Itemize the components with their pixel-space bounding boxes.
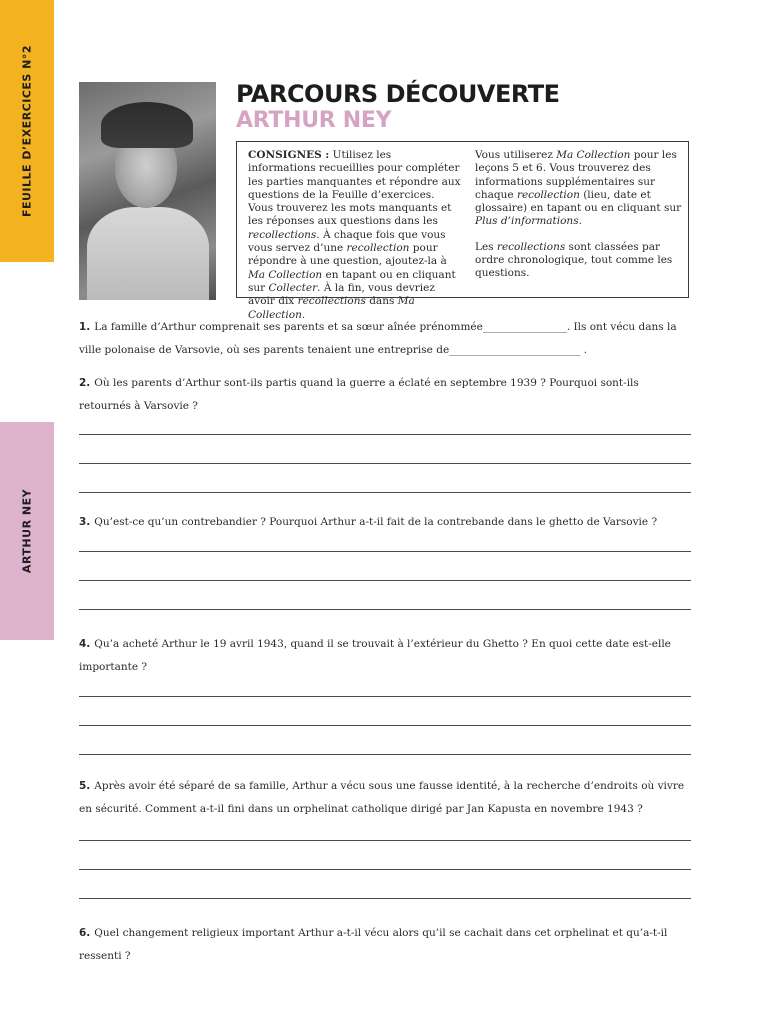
instructions-paragraph-1 [475, 149, 689, 229]
instructions-em: Ma Collection [556, 149, 631, 161]
page-subtitle: ARTHUR NEY [236, 108, 392, 133]
worksheet-tab-label: FEUILLE D’EXERCICES N°2 [20, 44, 34, 218]
instructions-em: recollections [496, 240, 566, 253]
question-text: Quel changement religieux important Arthur a-t-il vécu alors qu’il se cachait dans cet orphelinat et qu’a-t-il ressenti ? [79, 927, 668, 962]
instructions-em: Collecter [268, 281, 318, 294]
answer-line-q4-3[interactable] [79, 754, 691, 755]
photo-hat [101, 102, 193, 148]
instructions-text: en tapant ou en cliquant sur [248, 268, 456, 294]
instructions-box [236, 141, 689, 321]
instructions-text: Utilisez les informations recueillies pour compléter les parties manquantes et répondre aux questions de la Feuille d’exercices. Vous trouverez les mots manquants et les réponses aux questions dans les [248, 149, 461, 228]
instructions-em: recollection [516, 188, 580, 201]
photo-body [87, 207, 209, 300]
question-number: 2. [79, 377, 91, 389]
instructions-em: recollection [346, 242, 410, 255]
instructions-text: . À la fin, vous devriez avoir dix [248, 281, 435, 308]
instructions-em: Ma Collection [248, 268, 323, 281]
question-5 [79, 775, 691, 821]
instructions-text: Les [475, 240, 497, 253]
instructions-em: Plus d’informations [475, 215, 579, 228]
answer-line-q5-3[interactable] [79, 898, 691, 899]
instructions-col-1 [248, 149, 462, 322]
answer-line-q5-1[interactable] [79, 840, 691, 841]
instructions-em: recollections [248, 228, 317, 241]
answer-line-q3-1[interactable] [79, 551, 691, 552]
page-title: PARCOURS DÉCOUVERTE [236, 80, 560, 108]
question-1 [79, 316, 691, 362]
instructions-col-2 [475, 149, 689, 293]
answer-line-q3-2[interactable] [79, 580, 691, 581]
answer-line-q2-1[interactable] [79, 434, 691, 435]
question-number: 4. [79, 638, 91, 650]
answer-line-q2-3[interactable] [79, 492, 691, 493]
question-text: Qu’a acheté Arthur le 19 avril 1943, quand il se trouvait à l’extérieur du Ghetto ? En quoi cette date est-elle importante ? [79, 638, 671, 673]
instructions-text: . [578, 215, 582, 228]
instructions-em: recollections [297, 295, 366, 308]
question-text: Où les parents d’Arthur sont-ils partis quand la guerre a éclaté en septembre 1939 ? Pourquoi sont-ils retournés à Varsovie ? [79, 377, 639, 412]
instructions-text: sont classées par ordre chronologique, tout comme les questions. [475, 240, 673, 280]
question-3 [79, 511, 691, 534]
portrait-photo [79, 82, 216, 300]
answer-line-q2-2[interactable] [79, 463, 691, 464]
instructions-text: dans [365, 295, 398, 308]
instructions-text: (lieu, date et glossaire) en tapant ou en cliquant sur [475, 188, 682, 215]
instructions-em: Ma Collection [248, 295, 415, 321]
name-tab [0, 422, 54, 640]
instructions-text: . [301, 308, 306, 321]
instructions-paragraph-2 [475, 241, 689, 281]
question-text: La famille d’Arthur comprenait ses parents et sa sœur aînée prénommée________________. Ils ont vécu dans la ville polonaise de Varsovie, où ses parents tenaient une entreprise de_________________________ . [79, 321, 677, 356]
instructions-text: Vous utiliserez [475, 149, 557, 161]
question-text: Qu’est-ce qu’un contrebandier ? Pourquoi Arthur a-t-il fait de la contrebande dans le ghetto de Varsovie ? [94, 516, 658, 528]
answer-line-q5-2[interactable] [79, 869, 691, 870]
instructions-text: pour répondre à une question, ajoutez-la à [248, 242, 447, 268]
name-tab-label: ARTHUR NEY [20, 488, 34, 574]
question-number: 1. [79, 321, 91, 333]
question-2 [79, 372, 691, 418]
worksheet-tab [0, 0, 54, 262]
question-number: 3. [79, 516, 91, 528]
answer-line-q4-1[interactable] [79, 696, 691, 697]
question-number: 6. [79, 927, 91, 939]
question-4 [79, 633, 691, 679]
instructions-text: . À chaque fois que vous vous servez d’une [248, 228, 446, 255]
question-number: 5. [79, 780, 91, 792]
question-6 [79, 922, 691, 968]
answer-line-q3-3[interactable] [79, 609, 691, 610]
instructions-text: pour les leçons 5 et 6. Vous trouverez des informations supplémentaires sur chaque [475, 149, 677, 201]
instructions-label: CONSIGNES : [248, 149, 330, 161]
answer-line-q4-2[interactable] [79, 725, 691, 726]
question-text: Après avoir été séparé de sa famille, Arthur a vécu sous une fausse identité, à la recherche d’endroits où vivre en sécurité. Comment a-t-il fini dans un orphelinat catholique dirigé par Jan Kapusta en novembre 1943 ? [79, 780, 685, 815]
